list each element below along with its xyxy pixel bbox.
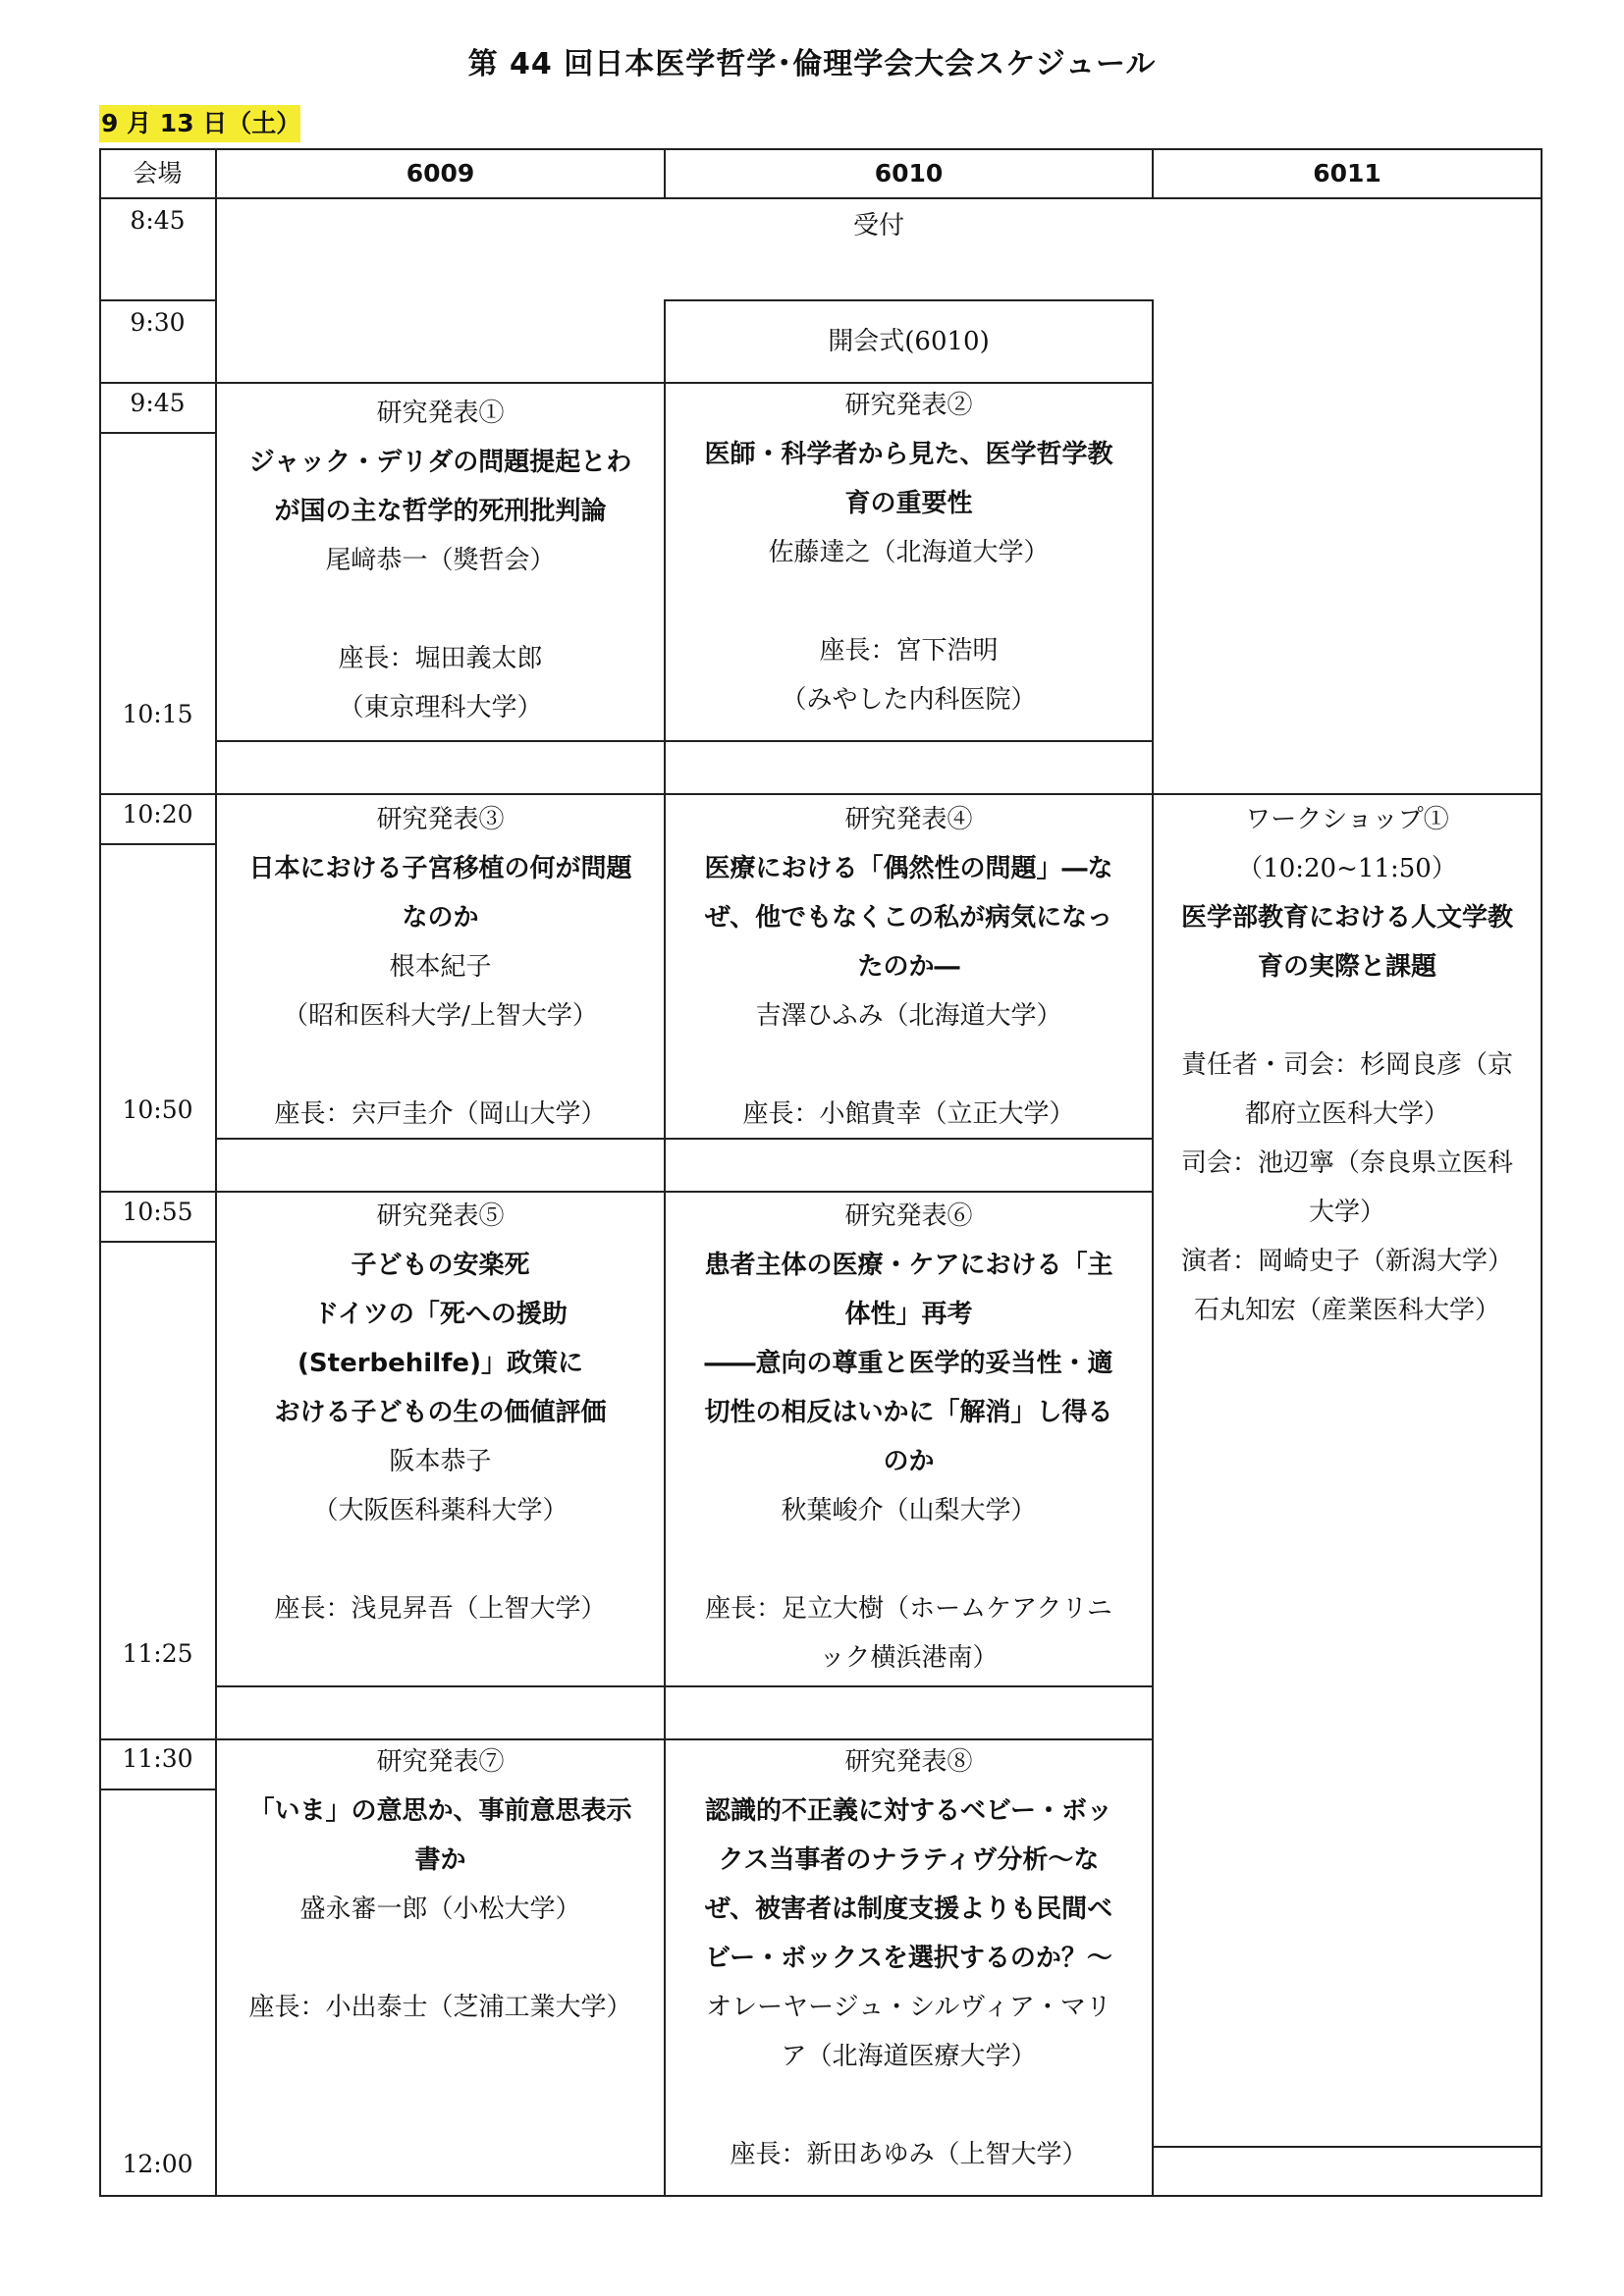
session-7-presenter: 盛永審一郎（小松大学） (299, 1895, 581, 1924)
session-4-title-line-2: ぜ、他でもなくこの私が病気になっ (704, 903, 1113, 933)
session-1-chair-affiliation: （東京理科大学） (338, 693, 543, 722)
session-8-presenter: オレーヤージュ・シルヴィア・マリ (706, 1993, 1111, 2022)
session-2-cell (666, 381, 1152, 724)
session-3-title-line-2: なのか (402, 903, 479, 933)
session-1-label: 研究発表① (376, 399, 505, 428)
session-7-label: 研究発表⑦ (376, 1747, 505, 1777)
session-5-label: 研究発表⑤ (376, 1201, 505, 1231)
session-4-title-line-3: たのか― (857, 952, 960, 982)
session-3-affiliation: （昭和医科大学/上智大学） (283, 1001, 598, 1031)
workshop-1-speaker-2: 石丸知宏（産業医科大学） (1193, 1296, 1500, 1325)
opening-ceremony-cell: 開会式(6010) (828, 327, 990, 356)
workshop-1-label: ワークショップ① (1245, 805, 1449, 834)
session-8-presenter-affiliation: ア（北海道医療大学） (781, 2042, 1037, 2071)
session-1-presenter: 尾﨑恭一（獎哲会） (325, 546, 556, 575)
session-5-title-line-3: (Sterbehilfe)」政策に (298, 1349, 583, 1378)
session-6-chair-affiliation: ック横浜港南） (819, 1643, 999, 1673)
session-3-presenter: 根本紀子 (389, 952, 492, 982)
session-5-presenter: 阪本恭子 (389, 1447, 492, 1476)
session-7-title-line-2: 書か (414, 1845, 466, 1875)
session-5-title-line-2: ドイツの「死への援助 (313, 1300, 568, 1329)
time-1125: 11:25 (122, 1639, 193, 1668)
session-2-presenter: 佐藤達之（北海道大学） (768, 538, 1050, 567)
session-8-cell (666, 1737, 1152, 2179)
workshop-1-title-line-2: 育の実際と課題 (1257, 952, 1436, 982)
session-6-chair: 座長：足立大樹（ホームケアクリニ (705, 1594, 1112, 1624)
session-7-title-line-1: 「いま」の意思か、事前意思表示 (248, 1796, 632, 1826)
workshop-1-moderator-affiliation: 大学） (1308, 1198, 1385, 1227)
workshop-1-moderator: 司会：池辺寧（奈良県立医科 (1180, 1148, 1513, 1178)
session-3-label: 研究発表③ (376, 805, 505, 834)
workshop-1-cell (1154, 795, 1541, 1335)
session-7-chair: 座長：小出泰士（芝浦工業大学） (248, 1993, 632, 2022)
session-5-affiliation: （大阪医科薬科大学） (312, 1496, 568, 1525)
session-5-title-line-4: おける子どもの生の価値評価 (274, 1398, 607, 1427)
session-6-cell (666, 1192, 1152, 1682)
session-8-label: 研究発表⑧ (844, 1747, 973, 1777)
session-1-title-line-1: ジャック・デリダの問題提起とわ (248, 448, 632, 477)
time-1055: 10:55 (122, 1198, 193, 1226)
workshop-1-responsible-affiliation: 都府立医科大学） (1244, 1099, 1449, 1129)
session-6-title-line-3: ――意向の尊重と医学的妥当性・適 (704, 1349, 1113, 1378)
session-2-title-line-1: 医師・科学者から見た、医学哲学教 (704, 440, 1113, 469)
time-1130: 11:30 (122, 1744, 193, 1773)
time-1050: 10:50 (122, 1095, 193, 1124)
time-0845: 8:45 (130, 206, 186, 235)
session-6-presenter: 秋葉峻介（山梨大学） (781, 1496, 1037, 1525)
time-1200: 12:00 (122, 2150, 193, 2178)
session-4-title-line-1: 医療における「偶然性の問題」―な (704, 854, 1113, 883)
session-8-title-line-1: 認識的不正義に対するベビー・ボッ (705, 1796, 1112, 1826)
session-8-title-line-2: クス当事者のナラティヴ分析〜な (718, 1845, 1100, 1875)
room-6010-header: 6010 (874, 159, 944, 187)
room-6011-header: 6011 (1313, 159, 1381, 187)
session-6-title-line-4: 切性の相反はいかに「解消」し得る (704, 1398, 1113, 1427)
session-4-chair: 座長：小館貴幸（立正大学） (742, 1099, 1075, 1129)
workshop-1-title-line-1: 医学部教育における人文学教 (1180, 903, 1513, 933)
session-2-label: 研究発表② (844, 391, 973, 420)
session-1-title-line-2: が国の主な哲学的死刑批判論 (274, 497, 607, 526)
session-2-title-line-2: 育の重要性 (844, 489, 973, 518)
session-1-chair: 座長：堀田義太郎 (338, 644, 543, 673)
time-0930: 9:30 (130, 308, 186, 337)
session-2-chair: 座長：宮下浩明 (819, 636, 999, 666)
session-3-chair: 座長：宍戸圭介（岡山大学） (274, 1099, 607, 1129)
session-8-chair: 座長：新田あゆみ（上智大学） (730, 2140, 1088, 2169)
session-8-title-line-3: ぜ、被害者は制度支援よりも民間ベ (704, 1895, 1113, 1924)
time-1020: 10:20 (122, 800, 193, 828)
session-4-cell (666, 795, 1152, 1139)
venue-header: 会場 (133, 159, 183, 187)
room-6009-header: 6009 (406, 159, 475, 187)
reception-cell: 受付 (852, 211, 904, 240)
session-3-title-line-1: 日本における子宮移植の何が問題 (248, 854, 632, 883)
session-6-label: 研究発表⑥ (844, 1201, 973, 1231)
session-6-title-line-5: のか (883, 1447, 935, 1476)
session-1-cell (217, 389, 664, 732)
session-7-cell (217, 1737, 664, 2032)
workshop-1-speaker-1: 演者：岡崎史子（新潟大学） (1180, 1247, 1513, 1276)
session-6-title-line-2: 体性」再考 (844, 1300, 973, 1329)
session-5-cell (217, 1192, 664, 1633)
workshop-1-time: （10:20~11:50） (1237, 854, 1457, 883)
session-3-cell (217, 795, 664, 1139)
session-2-chair-affiliation: （みやした内科医院） (781, 685, 1037, 715)
session-4-label: 研究発表④ (844, 805, 973, 834)
session-6-title-line-1: 患者主体の医療・ケアにおける「主 (704, 1251, 1113, 1280)
page-title: 第 44 回日本医学哲学･倫理学会大会スケジュール (467, 47, 1157, 81)
date-label: 9 月 13 日（土） (99, 105, 300, 142)
workshop-1-responsible: 責任者・司会：杉岡良彦（京 (1180, 1050, 1513, 1080)
session-5-title-line-1: 子どもの安楽死 (351, 1251, 530, 1280)
time-0945: 9:45 (130, 389, 186, 417)
session-5-chair: 座長：浅見昇吾（上智大学） (274, 1594, 607, 1624)
session-4-presenter: 吉澤ひふみ（北海道大学） (755, 1001, 1062, 1031)
session-8-title-line-4: ビー・ボックスを選択するのか？〜 (705, 1944, 1112, 1973)
time-1015: 10:15 (122, 700, 193, 728)
